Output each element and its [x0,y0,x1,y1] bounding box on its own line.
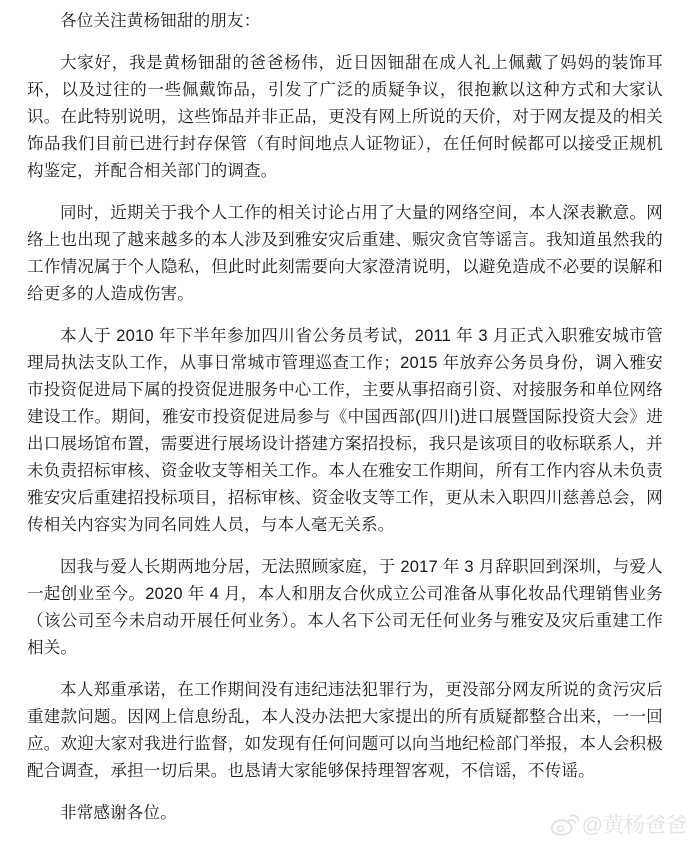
paragraph-resignation-company: 因我与爱人长期两地分居，无法照顾家庭，于 2017 年 3 月辞职回到深圳，与爱人一起创业至今。2020 年 4 月，本人和朋友合伙成立公司准备从事化妆品代理销售业务（该公司至今未启动开展任何业务）。本人名下公司无任何业务与雅安及灾后重建工作相关。 [27,558,663,657]
paragraph-rumor-clarification: 同时，近期关于我个人工作的相关讨论占用了大量的网络空间，本人深表歉意。网络上也出现了越来越多的本人涉及到雅安灾后重建、赈灾贪官等谣言。我知道虽然我的工作情况属于个人隐私，但此时此刻需要向大家澄清说明，以避免造成不必要的误解和给更多的人造成伤害。 [27,204,663,303]
salutation: 各位关注黄杨钿甜的朋友： [60,12,261,30]
watermark [549,812,687,838]
watermark-handle: @黄杨爸爸 [581,813,687,837]
paragraph-apology-jewelry: 大家好，我是黄杨钿甜的爸爸杨伟，近日因钿甜在成人礼上佩戴了妈妈的装饰耳环，以及过往的一些佩戴饰品，引发了广泛的质疑争议，很抱歉以这种方式和大家认识。在此特别说明，这些饰品并非正品，更没有网上所说的天价，对于网友提及的相关饰品我们目前已进行封存保管（有时间地点人证物证），在任何时候都可以接受正规机构鉴定，并配合相关部门的调查。 [27,54,663,180]
closing: 非常感谢各位。 [60,804,177,822]
weibo-logo-icon [549,812,579,838]
paragraph-work-history: 本人于 2010 年下半年参加四川省公务员考试，2011 年 3 月正式入职雅安城市管理局执法支队工作，从事日常城市管理巡查工作；2015 年放弃公务员身份，调入雅安市投资促进局下属的投资促进服务中心工作，主要从事招商引资、对接服务和单位网络建设工作。期间，雅安市投资促进局参与《中国西部(四川)进口展暨国际投资大会》进出口展场馆布置，需要进行展场设计搭建方案招投标，我只是该项目的收标联系人，并未负责招标审核、资金收支等相关工作。本人在雅安工作期间，所有工作内容从未负责雅安灾后重建招投标项目，招标审核、资金收支等工作，更从未入职四川慈善总会，网传相关内容实为同名同姓人员，与本人毫无关系。 [27,327,663,534]
paragraph-pledge: 本人郑重承诺，在工作期间没有违纪违法犯罪行为，更没部分网友所说的贪污灾后重建款问题。因网上信息纷乱，本人没办法把大家提出的所有质疑都整合出来，一一回应。欢迎大家对我进行监督，如发现有任何问题可以向当地纪检部门举报，本人会积极配合调查，承担一切后果。也恳请大家能够保持理智客观，不信谣，不传谣。 [27,681,663,780]
